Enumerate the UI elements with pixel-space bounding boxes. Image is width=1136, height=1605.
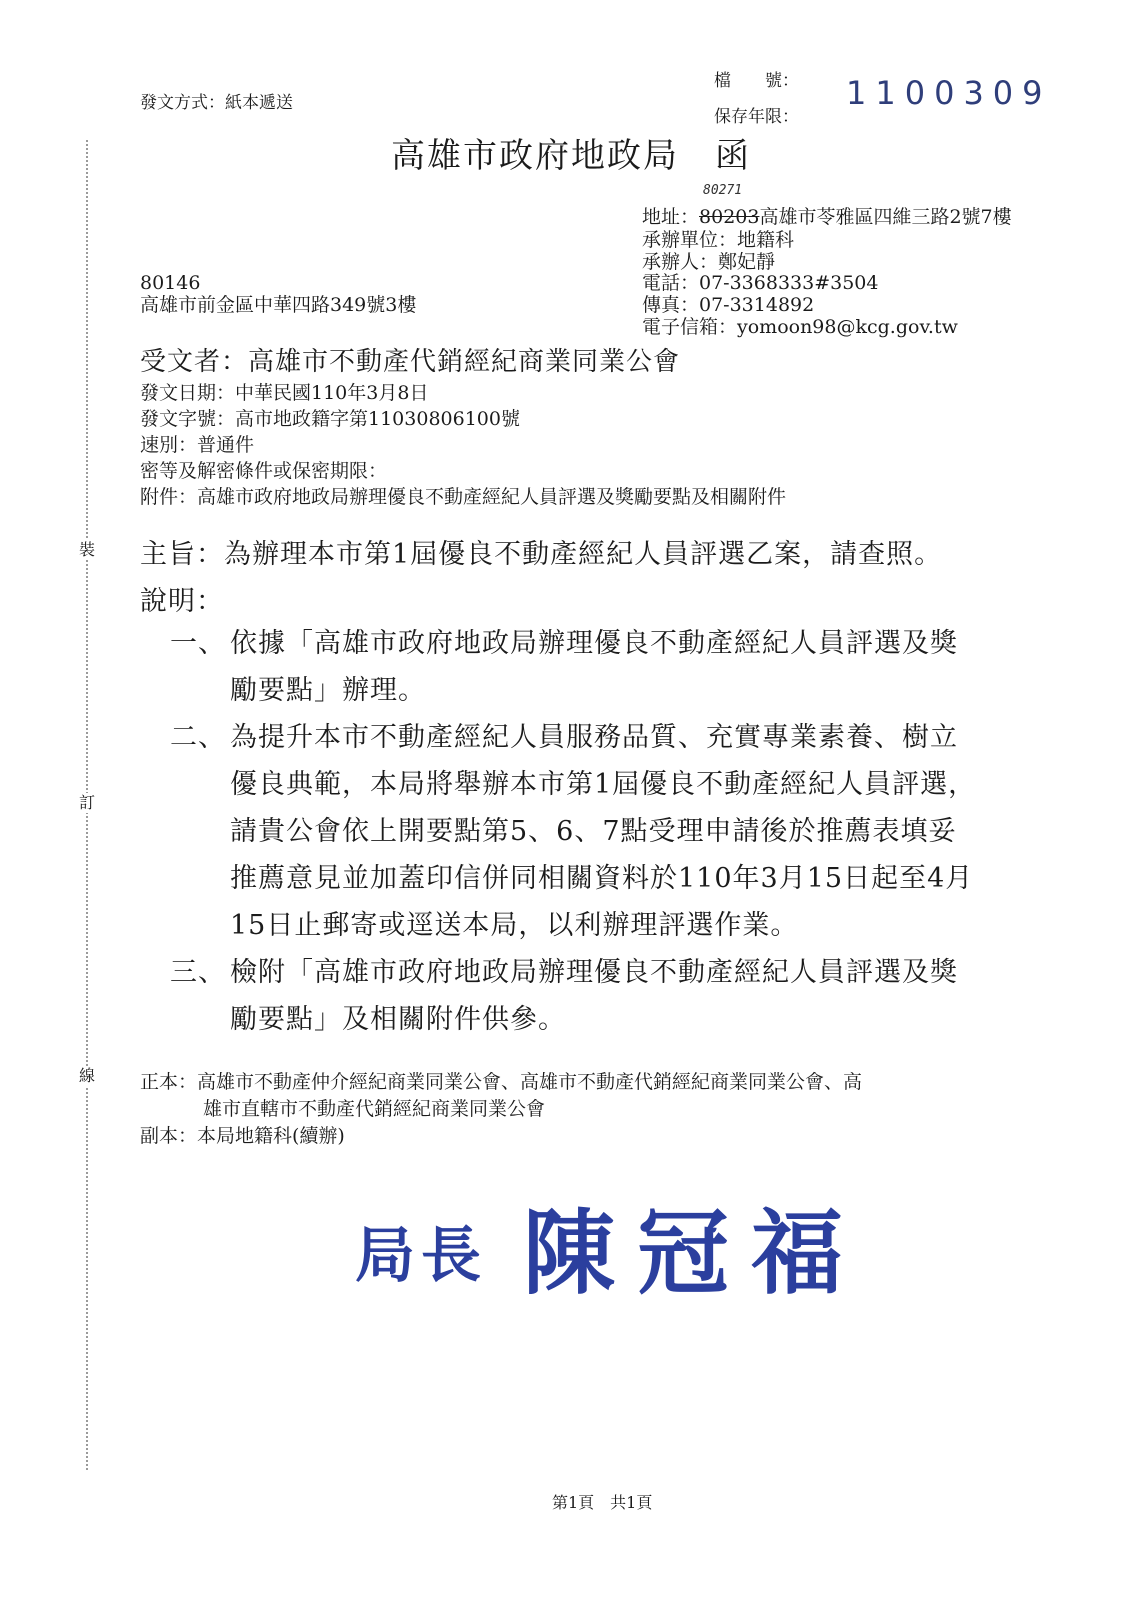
binding-mark-staple: 訂 (79, 793, 96, 812)
sender-phone: 電話：07-3368333#3504 (642, 272, 879, 294)
retention-label: 保存年限： (714, 107, 799, 127)
agency-name: 高雄市政府地政局 (391, 136, 679, 176)
secrecy-level: 密等及解密條件或保密期限： (140, 460, 388, 482)
handwritten-zip: 80271 (703, 183, 743, 198)
recipient-zip: 80146 (140, 272, 201, 294)
item-line: 請貴公會依上開要點第5、6、7點受理申請後於推薦表填妥 (230, 816, 957, 847)
item-number: 二、 (170, 722, 226, 753)
director-signature-stamp (355, 1180, 875, 1307)
binding-mark-bind: 裝 (79, 540, 96, 559)
reference-number: 發文字號：高市地政籍字第11030806100號 (140, 408, 520, 430)
issue-date: 發文日期：中華民國110年3月8日 (140, 382, 429, 404)
binding-mark-line: 線 (79, 1066, 96, 1085)
doc-number: 1100309 (846, 74, 1052, 112)
file-no-label: 檔 號： (714, 71, 799, 91)
duplicate-copy: 副本：本局地籍科(續辦) (140, 1125, 345, 1147)
item-line: 推薦意見並加蓋印信併同相關資料於110年3月15日起至4月 (230, 863, 974, 894)
signature-title: 局長 (355, 1221, 487, 1291)
sender-address: 地址：80203高雄市苓雅區四維三路2號7樓 (642, 206, 1012, 228)
original-label: 正本： (140, 1071, 198, 1093)
sender-fax: 傳真：07-3314892 (642, 294, 815, 316)
item-number: 三、 (170, 957, 226, 988)
item-line: 為提升本市不動產經紀人員服務品質、充實專業素養、樹立 (230, 722, 958, 753)
agency-title (391, 128, 751, 177)
delivery-method: 發文方式：紙本遞送 (140, 93, 293, 113)
item-line: 依據「高雄市政府地政局辦理優良不動產經紀人員評選及獎 (230, 628, 958, 659)
page-number: 第1頁 共1頁 (552, 1493, 653, 1512)
item-line: 優良典範，本局將舉辦本市第1屆優良不動產經紀人員評選， (230, 769, 977, 800)
item-number: 一、 (170, 628, 226, 659)
sender-handler: 承辦人：鄭妃靜 (642, 251, 776, 273)
original-copy-continued: 雄市直轄市不動產代銷經紀商業同業公會 (203, 1098, 546, 1120)
old-zip: 80203 (699, 206, 760, 228)
item-line: 15日止郵寄或逕送本局，以利辦理評選作業。 (230, 910, 799, 941)
doc-type: 函 (715, 136, 751, 176)
explanation-label: 說明： (140, 586, 224, 617)
explanation-item-3 (170, 949, 1040, 1043)
item-line: 勵要點」辦理。 (230, 675, 426, 706)
explanation-item-1 (170, 620, 1040, 714)
original-copy-recipients: 正本：高雄市不動產仲介經紀商業同業公會、高雄市不動產代銷經紀商業同業公會、高 (140, 1071, 863, 1093)
attachment: 附件：高雄市政府地政局辦理優良不動產經紀人員評選及獎勵要點及相關附件 (140, 486, 787, 508)
signature-name: 陳冠福 (523, 1200, 866, 1307)
speed-class: 速別：普通件 (140, 434, 255, 456)
recipient: 受文者：高雄市不動產代銷經紀商業同業公會 (140, 347, 681, 377)
subject: 主旨：為辦理本市第1屆優良不動產經紀人員評選乙案，請查照。 (140, 539, 943, 570)
sender-unit: 承辦單位：地籍科 (642, 229, 795, 251)
sender-email: 電子信箱：yomoon98@kcg.gov.tw (642, 316, 958, 338)
item-line: 檢附「高雄市政府地政局辦理優良不動產經紀人員評選及獎 (230, 957, 958, 988)
item-line: 勵要點」及相關附件供參。 (230, 1004, 566, 1035)
explanation-item-2 (170, 714, 1040, 949)
recipient-address: 高雄市前金區中華四路349號3樓 (140, 294, 417, 316)
